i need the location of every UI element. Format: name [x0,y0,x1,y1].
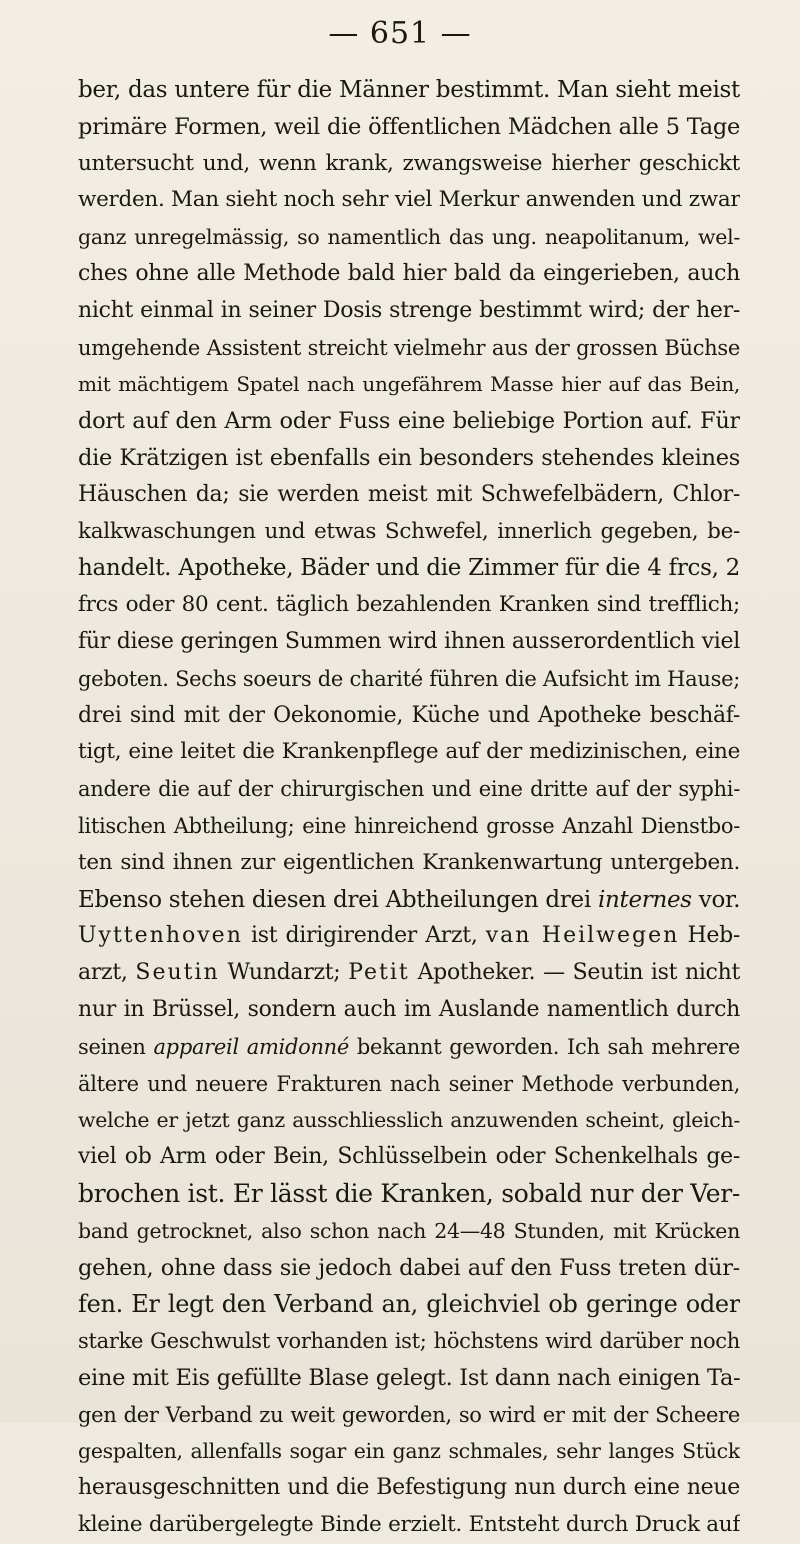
text-segment: herausgeschnitten und die Befestigung nun durch eine neue [78,1475,740,1501]
text-line [78,1029,740,1066]
text-segment: andere die auf der chirurgischen und eine dritte auf der syphi- [78,777,740,802]
text-line [78,72,740,109]
text-segment: viel ob Arm oder Bein, Schlüsselbein oder Schenkelhals ge- [78,1144,740,1170]
text-segment: arzt, [78,960,136,986]
text-segment: frcs oder 80 cent. täglich bezahlenden Kranken sind trefflich; [78,592,740,618]
text-line [78,882,740,919]
text-line [78,1507,740,1544]
text-line [78,698,740,735]
text-segment: bekannt geworden. Ich sah mehrere [349,1034,740,1059]
spaced-name: Uyttenhoven [78,923,243,949]
text-line [78,734,740,771]
text-segment: umgehende Assistent streicht vielmehr aus der grossen Büchse [78,335,740,360]
text-line [78,845,740,882]
text-segment: untersucht und, wenn krank, zwangsweise hierher geschickt [78,150,740,176]
text-segment: welche er jetzt ganz ausschliesslich anzuwenden scheint, gleich- [78,1108,740,1133]
text-line [78,1323,740,1360]
text-segment: werden. Man sieht noch sehr viel Merkur anwenden und zwar [78,187,740,213]
text-segment: Ebenso stehen diesen drei Abtheilungen drei [78,886,598,913]
text-segment: nicht einmal in seiner Dosis strenge bestimmt wird; der her- [78,297,740,323]
text-line [78,146,740,183]
text-line [78,1102,740,1139]
text-line [78,661,740,698]
text-line [78,366,740,403]
text-line [78,587,740,624]
text-segment: dort auf den Arm oder Fuss eine beliebige Portion auf. Für [78,408,740,435]
text-line [78,1433,740,1470]
text-segment: nur in Brüssel, sondern auch im Auslande namentlich durch [78,996,740,1022]
text-segment: starke Geschwulst vorhanden ist; höchstens wird darüber noch [78,1329,740,1354]
text-segment: handelt. Apotheke, Bäder und die Zimmer für die 4 frcs, 2 [78,555,740,582]
text-segment: ältere und neuere Frakturen nach seiner Methode verbunden, [78,1071,740,1096]
text-line [78,330,740,367]
text-line [78,182,740,219]
text-line [78,256,740,293]
text-line [78,1286,740,1323]
text-segment: litischen Abtheilung; eine hinreichend grosse Anzahl Dienstbo- [78,813,740,838]
text-segment: ist dirigirender Arzt, [242,923,486,949]
text-segment: die Krätzigen ist ebenfalls ein besonders stehendes kleines [78,444,740,471]
text-segment: Häuschen da; sie werden meist mit Schwefelbädern, Chlor- [78,481,740,507]
text-segment: mit mächtigem Spatel nach ungefährem Masse hier auf das Bein, [78,372,740,397]
text-line [78,514,740,551]
text-line [78,1176,740,1213]
spaced-name: Seutin [135,960,220,986]
text-segment: für diese geringen Summen wird ihnen ausserordentlich viel [78,628,740,654]
spaced-name: van Heilwegen [485,923,680,949]
text-line [78,477,740,514]
text-segment: ten sind ihnen zur eigentlichen Krankenwartung untergeben. [78,849,740,875]
spaced-name: Petit [348,960,410,986]
text-line [78,550,740,587]
text-segment: brochen ist. Er lässt die Kranken, sobald nur der Ver- [78,1178,740,1208]
text-segment: kleine darübergelegte Binde erzielt. Entsteht durch Druck auf [78,1512,740,1538]
text-line [78,403,740,440]
text-line [78,1397,740,1434]
text-line [78,1470,740,1507]
text-segment: ber, das untere für die Männer bestimmt. Man sieht meist [78,77,740,103]
text-segment: drei sind mit der Oekonomie, Küche und Apotheke beschäf- [78,702,740,728]
text-segment: fen. Er legt den Verband an, gleichviel ob geringe oder [78,1290,740,1319]
text-segment: ganz unregelmässig, so namentlich das ung. neapolitanum, wel- [78,225,740,250]
text-segment: Apotheker. — Seutin ist nicht [409,960,740,986]
text-segment: gen der Verband zu weit geworden, so wird er mit der Scheere [78,1402,740,1427]
text-line [78,992,740,1029]
text-line [78,1066,740,1103]
text-segment: primäre Formen, weil die öffentlichen Mädchen alle 5 Tage [78,113,740,140]
text-line [78,1139,740,1176]
text-segment: ches ohne alle Methode bald hier bald da eingerieben, auch [78,260,740,286]
text-line [78,808,740,845]
text-line [78,918,740,955]
text-line [78,1213,740,1250]
text-line [78,955,740,992]
text-segment: gehen, ohne dass sie jedoch dabei auf den Fuss treten dür- [78,1254,740,1281]
text-segment: band getrocknet, also schon nach 24—48 Stunden, mit Krücken [78,1218,740,1243]
body-text [78,72,740,1544]
text-segment: vor. [691,886,740,913]
text-line [78,109,740,146]
text-segment: eine mit Eis gefüllte Blase gelegt. Ist dann nach einigen Ta- [78,1364,740,1391]
text-line [78,1360,740,1397]
text-segment: Wundarzt; [219,960,349,986]
text-line [78,1250,740,1287]
text-line [78,293,740,330]
page-number: — 651 — [328,16,472,51]
text-line [78,219,740,256]
text-segment: Heb- [679,923,740,949]
text-line [78,771,740,808]
italic-term: appareil amidonné [153,1034,350,1059]
text-segment: seinen [78,1034,154,1059]
text-segment: kalkwaschungen und etwas Schwefel, innerlich gegeben, be- [78,518,740,544]
text-segment: gespalten, allenfalls sogar ein ganz schmales, sehr langes Stück [78,1439,740,1464]
text-line [78,624,740,661]
text-line [78,440,740,477]
text-segment: tigt, eine leitet die Krankenpflege auf der medizinischen, eine [78,739,740,765]
text-segment: geboten. Sechs soeurs de charité führen die Aufsicht im Hause; [78,666,740,691]
italic-term: internes [597,886,692,913]
